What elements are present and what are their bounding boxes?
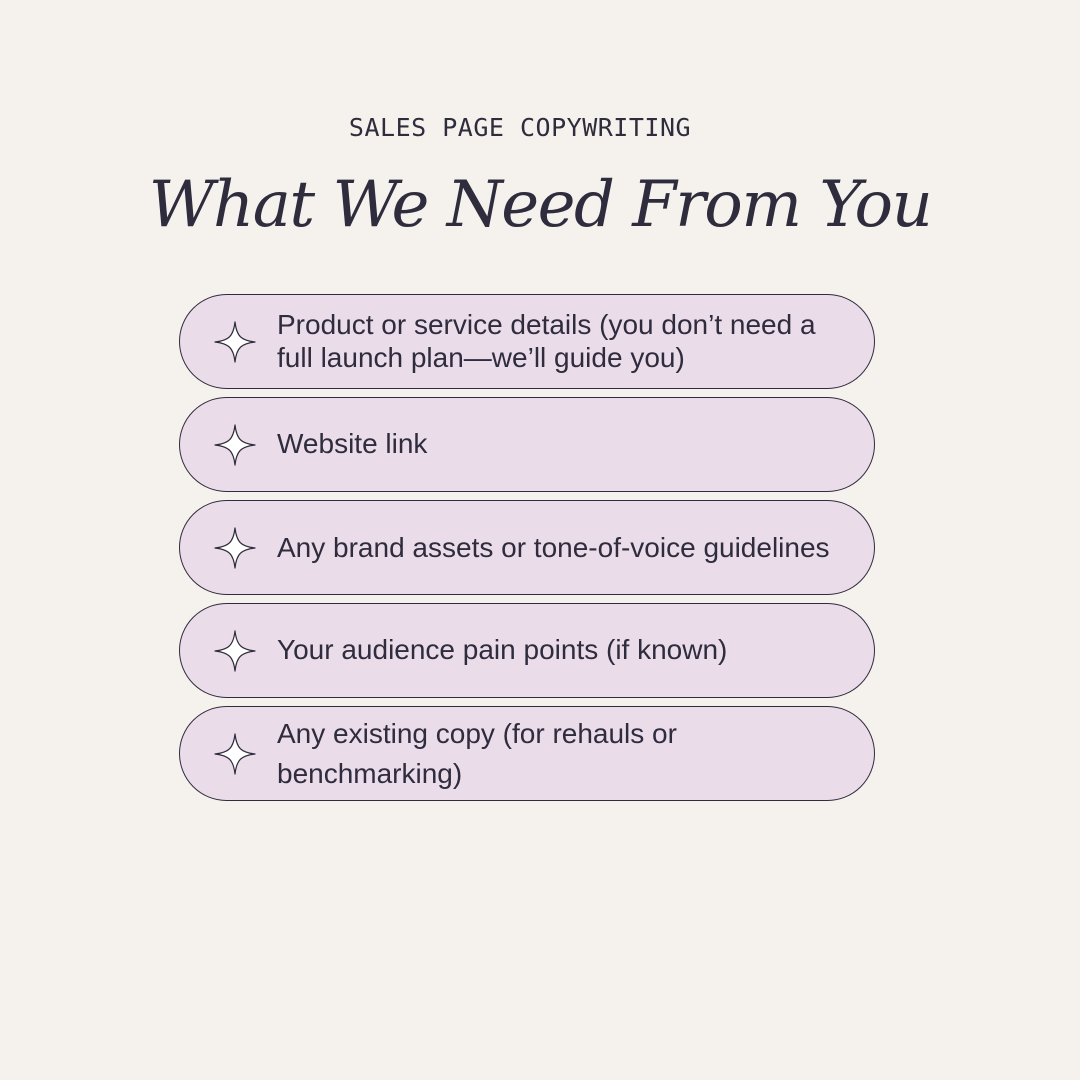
list-item — [179, 706, 875, 801]
page-title: What We Need From You — [148, 168, 932, 242]
sparkle-icon — [213, 423, 257, 467]
list-item-label: Website link — [277, 428, 428, 460]
list-item-label: Any existing copy (for rehauls or benchmarking) — [277, 718, 677, 789]
list-item — [179, 397, 875, 492]
list-item-label: Your audience pain points (if known) — [277, 634, 728, 666]
eyebrow-label: SALES PAGE COPYWRITING — [348, 113, 692, 142]
sparkle-icon — [213, 320, 257, 364]
sparkle-icon — [213, 526, 257, 570]
requirements-list — [179, 294, 875, 809]
list-item-label: Product or service details (you don’t need a full launch plan—we’ll guide you) — [277, 309, 816, 373]
sparkle-icon — [213, 629, 257, 673]
list-item — [179, 294, 875, 389]
list-item — [179, 500, 875, 595]
list-item — [179, 603, 875, 698]
list-item-label: Any brand assets or tone-of-voice guidelines — [277, 531, 830, 563]
sparkle-icon — [213, 732, 257, 776]
